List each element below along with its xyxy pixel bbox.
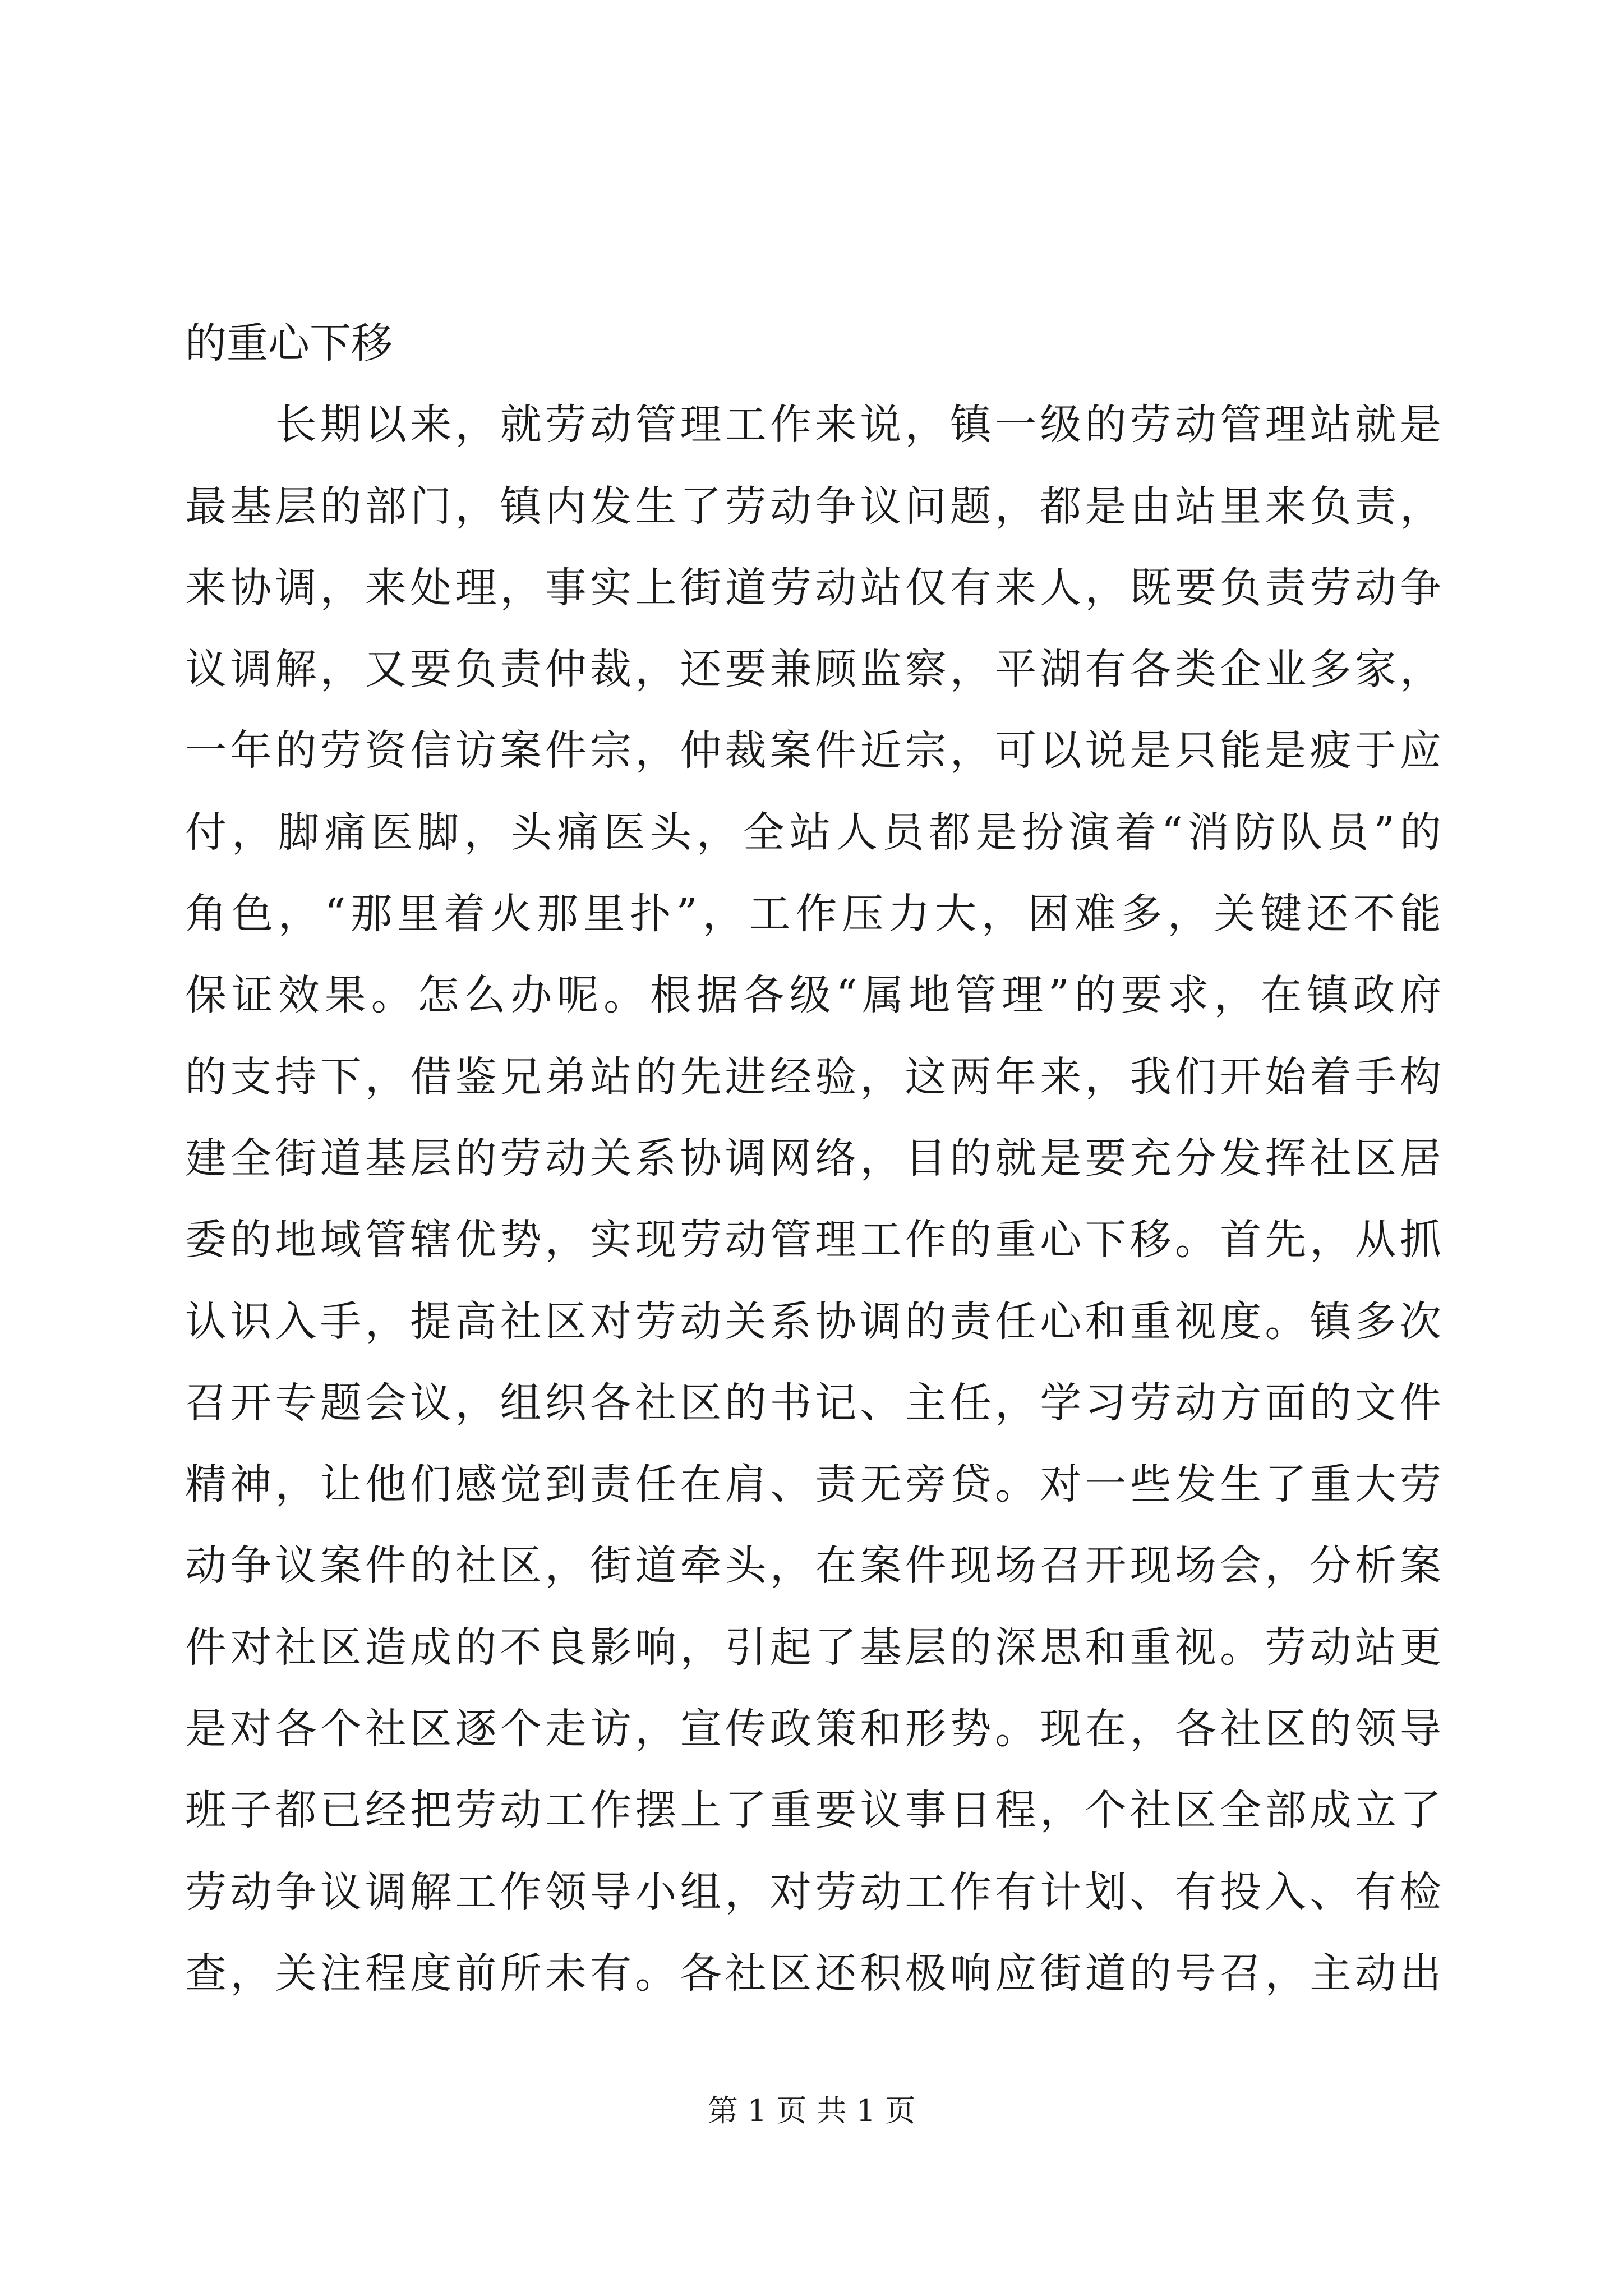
text-line: 件对社区造成的不良影响，引起了基层的深思和重视。劳动站更 — [185, 1623, 1441, 1672]
text-line: 长期以来，就劳动管理工作来说，镇一级的劳动管理站就是 — [185, 401, 1441, 449]
text-line: 的重心下移 — [185, 319, 393, 367]
text-line: 议调解，又要负责仲裁，还要兼顾监察，平湖有各类企业多家， — [185, 645, 1441, 694]
page-footer — [0, 2091, 1623, 2131]
text-line: 查，关注程度前所未有。各社区还积极响应街道的号召，主动出 — [185, 1949, 1441, 1998]
text-line: 的支持下，借鉴兄弟站的先进经验，这两年来，我们开始着手构 — [185, 1052, 1441, 1101]
text-line: 劳动争议调解工作领导小组，对劳动工作有计划、有投入、有检 — [185, 1867, 1441, 1916]
text-line: 角色，“那里着火那里扑”，工作压力大，困难多，关键还不能 — [185, 890, 1441, 938]
page-number-label: 第 1 页 共 1 页 — [707, 2093, 916, 2128]
text-line: 一年的劳资信访案件宗，仲裁案件近宗，可以说是只能是疲于应 — [185, 726, 1441, 775]
body-text — [185, 303, 1441, 2014]
text-line: 委的地域管辖优势，实现劳动管理工作的重心下移。首先，从抓 — [185, 1216, 1441, 1264]
text-line: 保证效果。怎么办呢。根据各级“属地管理”的要求，在镇政府 — [185, 971, 1441, 1020]
text-line: 是对各个社区逐个走访，宣传政策和形势。现在，各社区的领导 — [185, 1705, 1441, 1754]
text-line: 付，脚痛医脚，头痛医头，全站人员都是扮演着“消防队员”的 — [185, 808, 1441, 857]
text-line: 召开专题会议，组织各社区的书记、主任，学习劳动方面的文件 — [185, 1378, 1441, 1427]
text-line: 动争议案件的社区，街道牵头，在案件现场召开现场会，分析案 — [185, 1542, 1441, 1590]
text-line: 精神，让他们感觉到责任在肩、责无旁贷。对一些发生了重大劳 — [185, 1460, 1441, 1509]
text-line: 建全街道基层的劳动关系协调网络，目的就是要充分发挥社区居 — [185, 1134, 1441, 1182]
text-line: 来协调，来处理，事实上街道劳动站仅有来人，既要负责劳动争 — [185, 563, 1441, 612]
text-line: 认识入手，提高社区对劳动关系协调的责任心和重视度。镇多次 — [185, 1297, 1441, 1346]
text-line: 最基层的部门，镇内发生了劳动争议问题，都是由站里来负责， — [185, 482, 1441, 531]
text-line: 班子都已经把劳动工作摆上了重要议事日程，个社区全部成立了 — [185, 1786, 1441, 1835]
